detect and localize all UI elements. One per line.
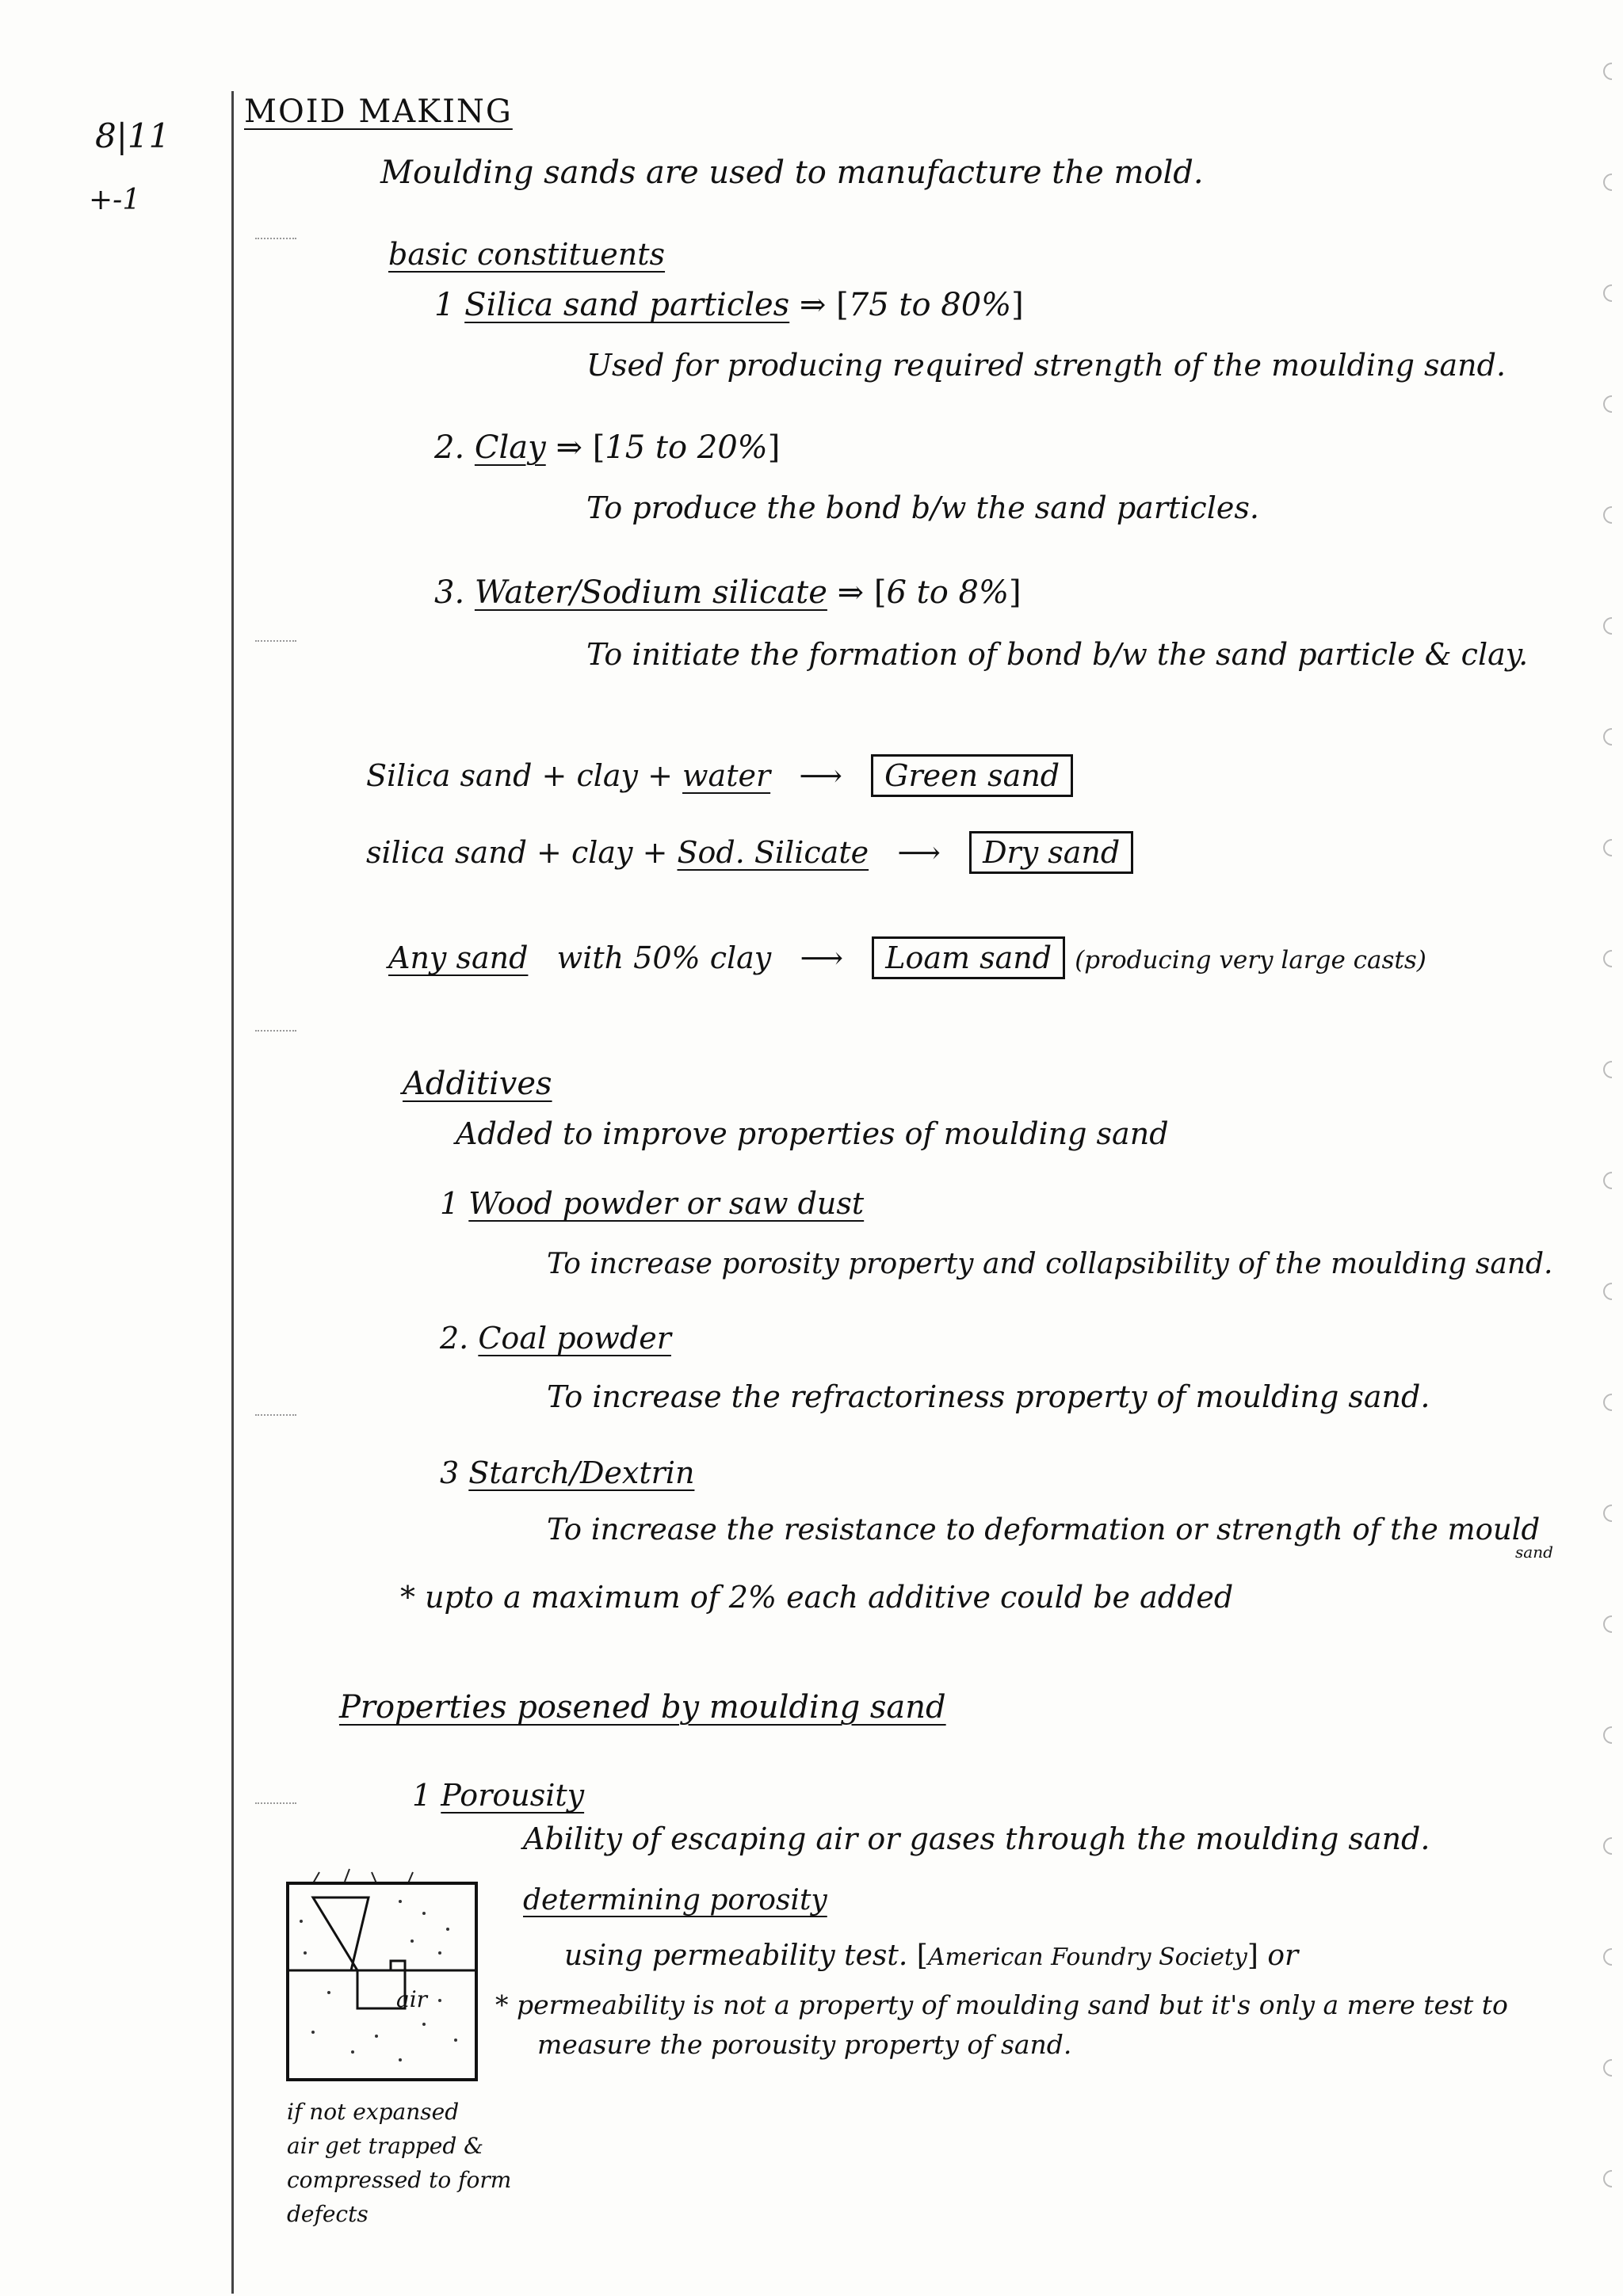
item-desc-tail: sand [1515,1543,1553,1562]
permeability-note: measure the porousity property of sand. [537,2029,1072,2060]
item-number: 2. [434,429,465,466]
item-desc: To increase porosity property and collapsibility of the moulding sand. [547,1248,1553,1280]
margin-tick [255,238,296,242]
properties-heading: Properties posened by moulding sand [339,1689,946,1726]
item-number: 1 [434,287,455,323]
margin-tick [255,1030,296,1034]
item-desc: To increase the resistance to deformation or strength of the mould [547,1512,1541,1547]
side-note-line: defects [287,2201,369,2227]
constituent-item: 1 Silica sand particles ⇒ [75 to 80%] [434,287,1024,323]
eq-term: Sod. Silicate [677,835,869,870]
item-number: 3 [440,1455,460,1490]
item-desc: Used for producing required strength of the moulding sand. [586,348,1507,383]
item-number: 1 [412,1778,432,1813]
item-name: Silica sand particles [464,287,790,323]
result-note: (producing very large casts) [1075,946,1426,974]
item-desc: To produce the bond b/w the sand particles. [586,490,1259,525]
constituent-item: 2. Clay ⇒ [15 to 20%] [434,429,781,466]
additives-intro: Added to improve properties of moulding sand [456,1116,1169,1151]
side-note-line: if not expansed [287,2099,460,2125]
item-name: Clay [474,429,546,466]
test-text: using permeability test. [564,1939,908,1972]
eq-term: Any sand [388,940,529,975]
item-name: Wood powder or saw dust [468,1186,865,1221]
margin-mark: +-1 [89,184,141,216]
margin-date: 8|11 [95,116,170,155]
side-note-line: compressed to form [287,2167,512,2193]
eq-term: silica sand [366,835,527,870]
item-range: 6 to 8% [886,574,1009,611]
additive-item [440,1456,694,1491]
item-desc: To initiate the formation of bond b/w the sand particle & clay. [586,637,1529,672]
margin-tick [255,1414,296,1418]
permeability-note: * permeability is not a property of moulding sand but it's only a mere test to [495,1989,1508,2020]
porosity-def: Ability of escaping air or gases through the moulding sand. [523,1821,1430,1856]
additive-item [440,1322,671,1356]
test-text: or [1267,1939,1299,1972]
item-desc: To increase the refractoriness property of moulding sand. [547,1379,1430,1414]
sketch-label: air [396,1986,428,2012]
sand-equation: silica sand + clay + Sod. Silicate ⟶ Dry sand [366,836,1133,871]
margin-tick [255,1802,296,1806]
item-range: 75 to 80% [848,287,1012,323]
property-item [412,1779,584,1814]
item-number: 3. [434,574,465,611]
side-note-line: air get trapped & [287,2133,484,2159]
eq-term: water [682,758,771,793]
test-line: using permeability test. [American Foundry Society] or [564,1939,1299,1972]
page-title: MOID MAKING [244,93,513,130]
sand-equation: Any sand with 50% clay ⟶ Loam sand (producing very large casts) [388,941,1426,976]
additives-note: * upto a maximum of 2% each additive could be added [400,1580,1234,1615]
constituents-heading: basic constituents [388,237,666,272]
porosity-subheading: determining porosity [523,1884,827,1917]
sand-equation: Silica sand + clay + water ⟶ Green sand [366,759,1073,794]
item-name: Water/Sodium silicate [474,574,827,611]
eq-term: with 50% clay [556,940,772,975]
test-org: American Foundry Society [927,1943,1247,1971]
item-range: 15 to 20% [605,429,768,466]
item-number: 2. [440,1321,469,1356]
result-box: Green sand [871,754,1073,797]
result-box: Dry sand [969,831,1133,874]
item-name: Coal powder [478,1321,671,1356]
eq-term: Silica sand [366,758,533,793]
binder-holes [1596,32,1618,2274]
additive-item [440,1187,864,1222]
eq-term: clay [576,758,639,793]
additives-heading: Additives [403,1066,552,1102]
item-name: Porousity [441,1778,585,1813]
eq-term: clay [571,835,633,870]
mould-sketch [281,1866,487,2088]
intro-line: Moulding sands are used to manufacture the mold. [380,154,1204,191]
item-name: Starch/Dextrin [468,1455,695,1490]
margin-rule [231,91,234,2294]
margin-tick [255,640,296,644]
item-number: 1 [440,1186,460,1221]
constituent-item: 3. Water/Sodium silicate ⇒ [6 to 8%] [434,574,1022,611]
result-box: Loam sand [872,936,1065,979]
